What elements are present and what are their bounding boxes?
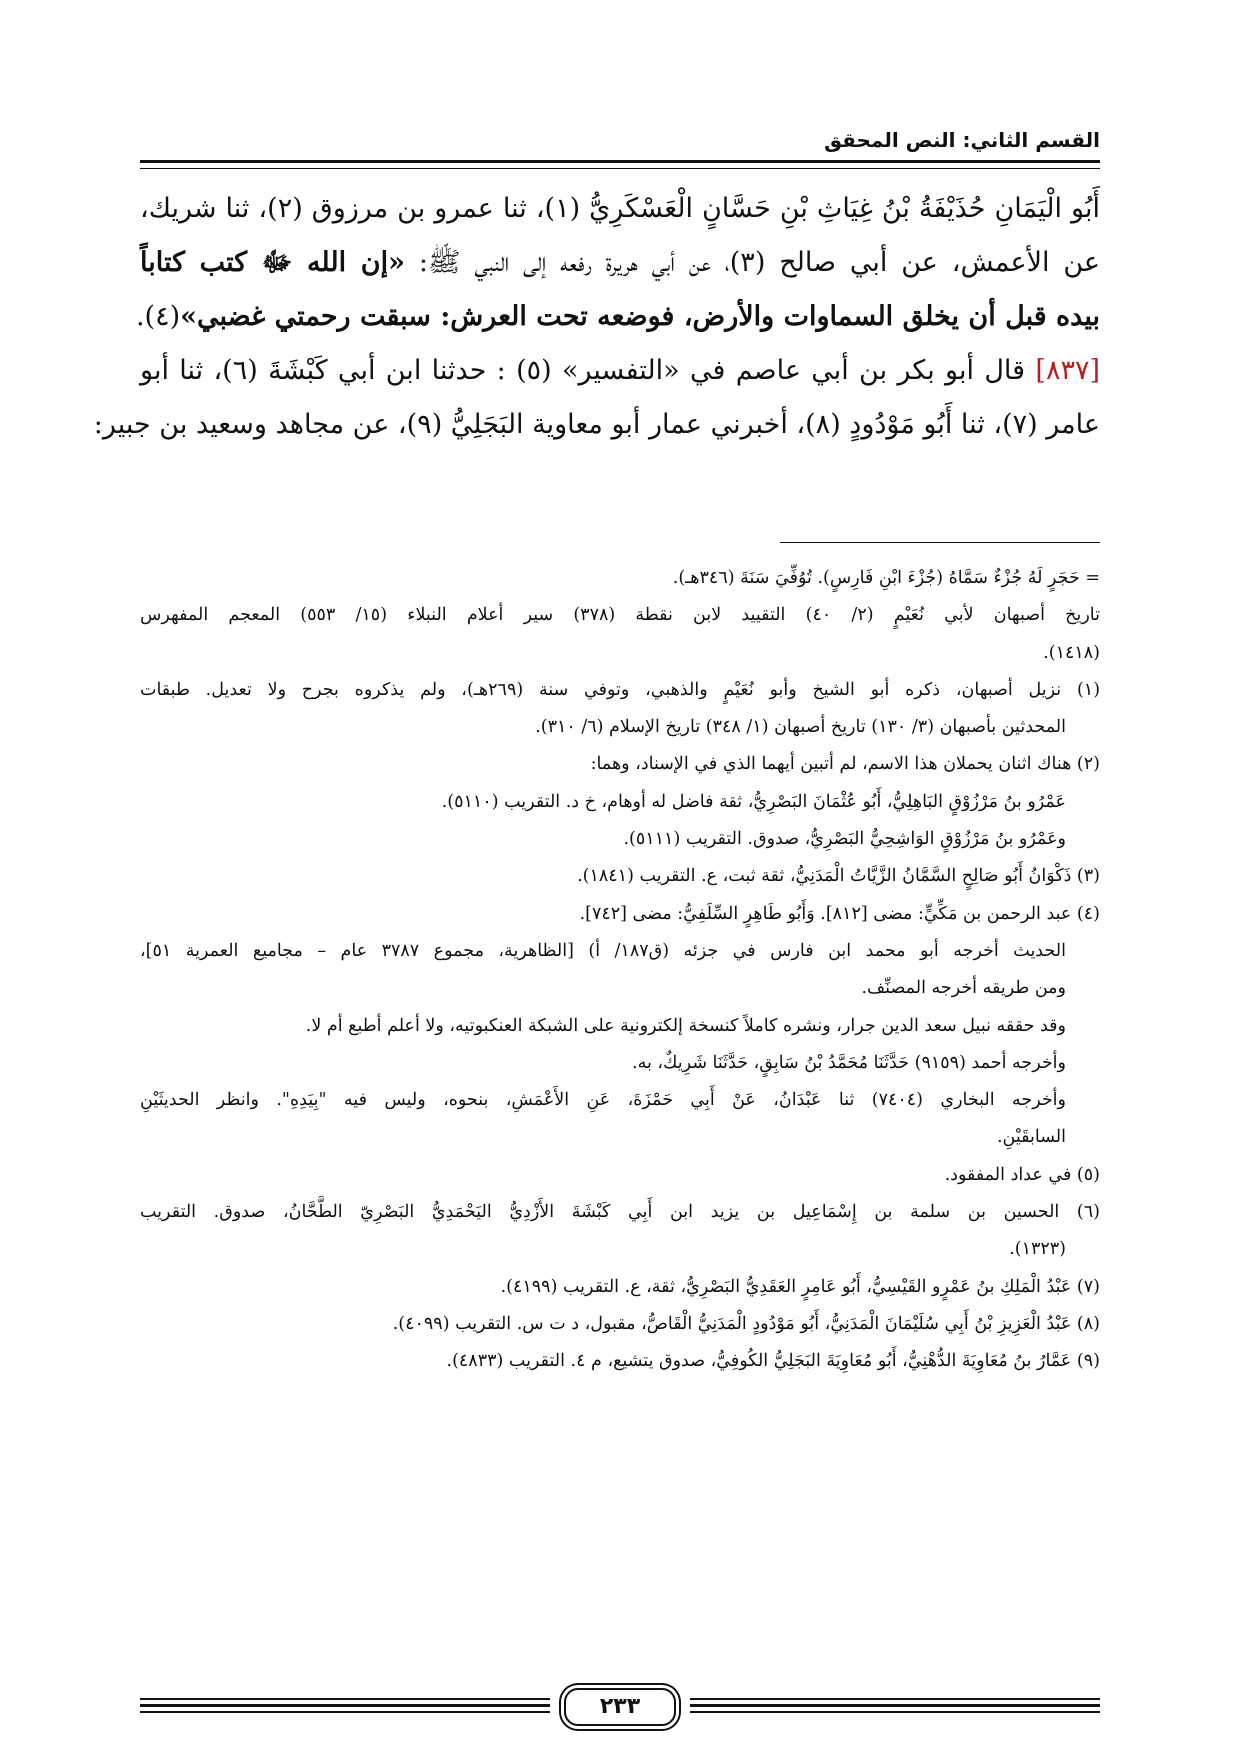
main-text — [93, 182, 1100, 452]
main-line: أَبُو الْيَمَانِ حُذَيْفَةُ بْنُ غِيَاثِ بْنِ حَسَّانٍ الْعَسْكَرِيُّ (١)، ثنا عمرو بن مرزوق (٢)، ثنا شريك، — [140, 193, 1100, 224]
footnote-line: (١) نزيل أصبهان، ذكره أبو الشيخ وأبو نُعَيْمٍ والذهبي، وتوفي سنة (٢٦٩هـ)، ولم يذكروه بجرح ولا تعديل. طبقات — [140, 679, 1101, 700]
running-head: القسم الثاني: النص المحقق — [824, 128, 1100, 152]
main-line-text: قال أبو بكر بن أبي عاصم في «التفسير» (٥) : حدثنا ابن أبي كَبْشَةَ (٦)، ثنا أبو — [140, 355, 1026, 386]
main-line — [135, 290, 1100, 344]
header-double-rule — [140, 160, 1100, 172]
page-number: ٢٣٣ — [564, 1688, 676, 1726]
footnote-line: (٣) ذَكْوَانُ أَبُو صَالِحٍ السَّمَّانُ الزَّيَّاتُ الْمَدَنِيُّ، ثقة ثبت، ع. التقريب (١٨٤١). — [577, 866, 1100, 887]
footnote-ref: (٤). — [135, 301, 181, 332]
footnote-line: (٥) في عداد المفقود. — [944, 1164, 1100, 1185]
footnote-line: (٦) الحسين بن سلمة بن إِسْمَاعِيل بن يزيد ابن أَبِي كَبْشَةَ الأَزْدِيُّ اليَحْمَدِيُّ البَصْرِيّ الطَّحَّانُ، صدوق. التقريب — [140, 1202, 1100, 1223]
footnote-line: وعَمْرُو بنُ مَرْزُوْقٍ الوَاشِحِيُّ البَصْرِيُّ، صدوق. التقريب (٥١١١). — [623, 829, 1066, 850]
footnote-line: عَمْرُو بنُ مَرْزُوْقٍ البَاهِلِيُّ، أَبُو عُثْمَانَ البَصْرِيُّ، ثقة فاضل له أوهام، خ د. التقريب (٥١١٠). — [441, 791, 1066, 812]
footnote-line: تاريخ أصبهان لأبي نُعَيْمٍ (٢/ ٤٠) التقييد لابن نقطة (٣٧٨) سير أعلام النبلاء (١٥/ ٥٥٣) المعجم المفهرس — [140, 605, 1100, 626]
hadith-text: بيده قبل أن يخلق السماوات والأرض، فوضعه تحت العرش: سبقت رحمتي غضبي» — [180, 301, 1100, 332]
page-number-ornament — [140, 1688, 1100, 1728]
footnote-line: ومن طريقه أخرجه المصنِّف. — [861, 978, 1066, 999]
footnote-line: (٢) هناك اثنان يحملان هذا الاسم، لم أتبين أيهما الذي في الإسناد، وهما: — [590, 754, 1100, 775]
main-line: عامر (٧)، ثنا أَبُو مَوْدُودٍ (٨)، أخبرني عمار أبو معاوية البَجَلِيُّ (٩)، عن مجاهد وسعيد بن جبير: — [93, 409, 1100, 440]
ornament-rule — [690, 1698, 1100, 1712]
footnotes — [140, 560, 1100, 1381]
footnote-line: (٩) عَمَّارُ بنُ مُعَاوِيَةَ الدُّهْنِيُّ، أَبُو مُعَاوِيَةَ البَجَلِيُّ الكُوفِيُّ، صدوق يتشيع، م ٤. التقريب (٤٨٣٣). — [446, 1351, 1100, 1372]
footnote-separator — [780, 542, 1100, 543]
main-line — [140, 344, 1100, 398]
footnote-line: وأخرجه البخاري (٧٤٠٤) ثنا عَبْدَانُ، عَنْ أَبِي حَمْزَةَ، عَنِ الأَعْمَشِ، بنحوه، وليس فيه "بِيَدِهِ". وانظر الحديثَيْنِ — [140, 1090, 1066, 1111]
footnote-line: المحدثين بأصبهان (٣/ ١٣٠) تاريخ أصبهان (١/ ٣٤٨) تاريخ الإسلام (٦/ ٣١٠). — [535, 717, 1066, 738]
footnote-line: (٤) عبد الرحمن بن مَكِّيٍّ: مضى [٨١٢]. وَأَبُو طَاهِرٍ السِّلَفِيُّ: مضى [٧٤٢]. — [579, 903, 1100, 924]
narration-number: [٨٣٧] — [1035, 355, 1100, 386]
hadith-text: «إن الله ﷻ كتب كتاباً — [140, 247, 405, 278]
footnote-line: (٨) عَبْدُ الْعَزِيزِ بْنُ أَبِي سُلَيْمَانَ الْمَدَنِيُّ، أَبُو مَوْدُودٍ الْمَدَنِيُّ الْقَاصُّ، مقبول، د ت س. التقريب (٤٠٩٩). — [392, 1313, 1100, 1334]
footnote-line: (٧) عَبْدُ الْمَلِكِ بنُ عَمْرٍو القَيْسِيُّ، أَبُو عَامِرٍ العَقَدِيُّ البَصْرِيُّ، ثقة، ع. التقريب (٤١٩٩). — [500, 1276, 1100, 1297]
footnote-line: = حَجَرٍ لَهُ جُزْءٌ سَمَّاهُ (جُزْءَ ابْنِ فَارِسٍ). تُوُفِّيَ سَنَةَ (٣٤٦هـ). — [672, 568, 1100, 588]
main-line-text: عن الأعمش، عن أبي صالح (٣)، عن أبي هريرة رفعه إلى النبي ﷺ: — [404, 247, 1100, 278]
footnote-line: (١٣٢٣). — [1009, 1239, 1066, 1260]
footnote-line: وأخرجه أحمد (٩١٥٩) حَدَّثَنَا مُحَمَّدُ بْنُ سَابِقٍ، حَدَّثَنَا شَرِيكٌ، به. — [632, 1052, 1066, 1073]
main-line — [140, 236, 1100, 290]
footnote-line: السابقَيْنِ. — [996, 1127, 1066, 1148]
ornament-rule — [140, 1698, 550, 1712]
footnote-line: (١٤١٨). — [1043, 642, 1100, 663]
footnote-line: الحديث أخرجه أبو محمد ابن فارس في جزئه (ق١٨٧/ أ) [الظاهرية، مجموع ٣٧٨٧ عام – مجاميع العمرية ٥١]، — [140, 940, 1066, 961]
footnote-line: وقد حققه نبيل سعد الدين جرار، ونشره كاملاً كنسخة إلكترونية على الشبكة العنكبوتيه، ولا أعلم أطبع أم لا. — [305, 1015, 1066, 1036]
